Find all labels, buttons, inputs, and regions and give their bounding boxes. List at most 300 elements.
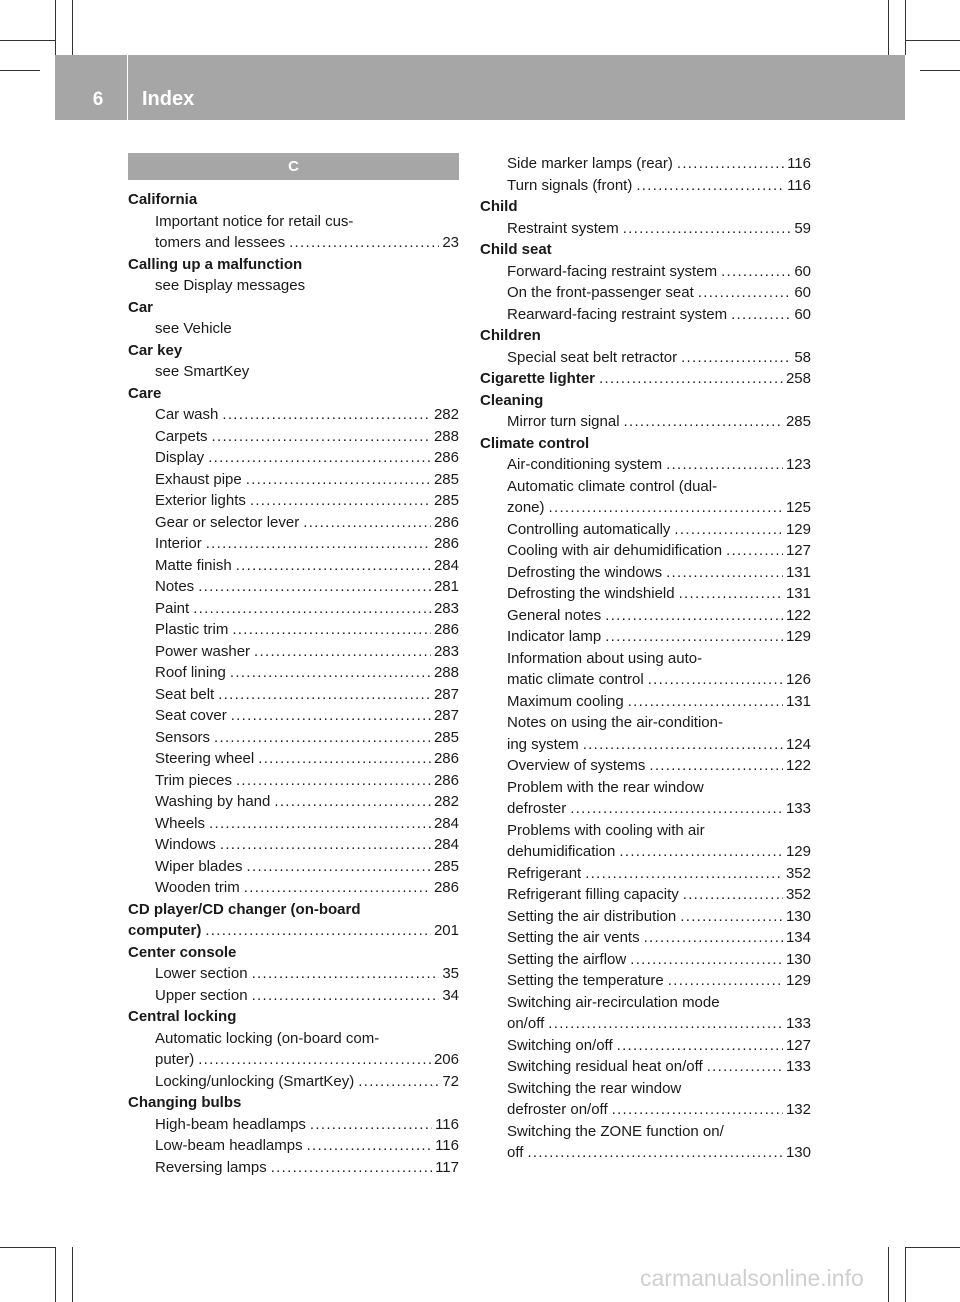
subentry-text: Exterior lights — [155, 492, 246, 509]
leader-dots — [698, 282, 792, 304]
leader-dots — [236, 770, 431, 792]
subentry-text: Forward-facing restraint system — [507, 262, 718, 280]
index-term: Car — [128, 298, 154, 316]
leader-dots — [205, 920, 431, 942]
page-ref[interactable]: 127 — [785, 1036, 811, 1054]
index-subentry[interactable] — [480, 562, 811, 584]
subentry-text: Carpets — [155, 427, 208, 445]
page-ref[interactable]: 283 — [433, 599, 459, 617]
index-subentry[interactable] — [480, 583, 811, 605]
page-ref[interactable]: 352 — [785, 864, 811, 882]
subentry-text: Rearward-facing restraint system — [507, 305, 728, 323]
subentry-text: Seat cover — [155, 707, 227, 724]
index-column-right — [480, 153, 811, 1164]
index-subentry[interactable] — [480, 153, 811, 175]
page-ref[interactable]: 129 — [785, 628, 811, 645]
index-subentry[interactable] — [128, 727, 459, 749]
page-ref[interactable]: 59 — [794, 219, 811, 237]
index-subentry[interactable] — [128, 662, 459, 684]
leader-dots — [307, 1135, 432, 1157]
index-term: Children — [480, 327, 541, 344]
leader-dots — [644, 927, 783, 949]
subentry-text: Notes — [155, 578, 195, 595]
crop-mark — [55, 0, 56, 55]
leader-dots — [674, 519, 783, 541]
page-ref[interactable]: 285 — [785, 413, 811, 430]
page-ref[interactable]: 287 — [433, 685, 459, 703]
leader-dots — [548, 1013, 783, 1035]
page-ref[interactable]: 286 — [433, 513, 459, 531]
index-subentry[interactable] — [128, 963, 459, 985]
leader-dots — [726, 540, 783, 562]
subentry-text: Matte finish — [155, 556, 232, 574]
page-ref[interactable]: 134 — [785, 929, 811, 946]
subentry-text: Automatic locking (on-board com- — [155, 1029, 380, 1047]
index-subentry[interactable] — [480, 1056, 811, 1078]
header-divider — [127, 55, 128, 120]
index-subentry[interactable] — [480, 949, 811, 971]
index-subentry[interactable] — [128, 1049, 459, 1071]
subentry-text: Wheels — [155, 814, 206, 832]
index-subentry[interactable] — [128, 619, 459, 641]
subentry-text: Seat belt — [155, 685, 215, 703]
index-subentry[interactable] — [480, 691, 811, 713]
leader-dots — [303, 512, 431, 534]
leader-dots — [274, 791, 431, 813]
index-column-left — [128, 153, 459, 1178]
subentry-text: Setting the airflow — [507, 950, 627, 968]
subentry-text: matic climate control — [507, 671, 644, 688]
crop-mark — [0, 70, 40, 71]
leader-dots — [636, 175, 784, 197]
crop-mark — [920, 70, 960, 71]
page-ref[interactable]: 58 — [794, 348, 811, 366]
crop-mark — [905, 0, 906, 55]
subentry-text: Trim pieces — [155, 771, 232, 789]
index-subentry[interactable] — [480, 798, 811, 820]
leader-dots — [222, 404, 431, 426]
index-subentry[interactable] — [128, 1071, 459, 1093]
page-ref[interactable]: 284 — [433, 814, 459, 832]
page-ref[interactable]: 201 — [433, 922, 459, 939]
leader-dots — [271, 1157, 432, 1179]
page-ref[interactable]: 287 — [433, 707, 459, 724]
leader-dots — [247, 856, 431, 878]
subentry-text: Notes on using the air-condition- — [507, 714, 723, 731]
page-ref[interactable]: 116 — [435, 1137, 459, 1154]
page-ref[interactable]: 281 — [433, 578, 459, 595]
index-subentry[interactable] — [480, 669, 811, 691]
subentry-text: Setting the air vents — [507, 929, 640, 946]
leader-dots — [630, 949, 783, 971]
page-ref[interactable]: 286 — [433, 535, 459, 552]
index-subentry[interactable] — [480, 841, 811, 863]
index-subentry[interactable] — [128, 426, 459, 448]
index-term: Child seat — [480, 241, 552, 258]
subentry-text: On the front-passenger seat — [507, 284, 694, 301]
page-ref[interactable]: 132 — [785, 1101, 811, 1118]
page-number: 6 — [92, 89, 104, 110]
subentry-text: Sensors — [155, 728, 211, 746]
leader-dots — [549, 497, 783, 519]
leader-dots — [570, 798, 783, 820]
subentry-text: on/off — [507, 1015, 545, 1032]
page-ref[interactable]: 131 — [785, 692, 811, 710]
subentry-text: tomers and lessees — [155, 234, 286, 251]
index-subentry[interactable] — [128, 512, 459, 534]
index-subentry[interactable] — [128, 533, 459, 555]
leader-dots — [214, 727, 431, 749]
index-subentry[interactable] — [480, 1013, 811, 1035]
page-ref[interactable]: 124 — [785, 735, 811, 753]
leader-dots — [668, 970, 783, 992]
index-term: Child — [480, 198, 518, 215]
index-term: Cigarette lighter — [480, 370, 596, 387]
page-ref[interactable]: 129 — [785, 520, 811, 538]
page-ref[interactable]: 282 — [433, 406, 459, 423]
page-ref[interactable]: 286 — [433, 879, 459, 896]
subentry-text: Car wash — [155, 406, 219, 423]
index-subentry[interactable] — [128, 641, 459, 663]
subentry-text: Side marker lamps (rear) — [507, 155, 673, 172]
page-ref[interactable]: 286 — [433, 771, 459, 789]
index-entry — [128, 189, 459, 254]
index-subentry[interactable] — [480, 304, 811, 326]
index-subentry[interactable] — [480, 347, 811, 369]
index-term: Climate control — [480, 434, 590, 452]
subentry-text: Maximum cooling — [507, 692, 624, 710]
index-entry — [128, 1006, 459, 1092]
index-subentry[interactable] — [480, 454, 811, 476]
subentry-text: Defrosting the windshield — [507, 585, 675, 602]
index-subentry[interactable] — [480, 970, 811, 992]
crop-mark — [905, 1247, 960, 1248]
crop-mark — [0, 1247, 55, 1248]
index-subentry[interactable] — [128, 1135, 459, 1157]
index-subentry[interactable] — [480, 906, 811, 928]
leader-dots — [585, 863, 783, 885]
page-ref[interactable]: 206 — [433, 1051, 459, 1068]
index-subentry[interactable] — [480, 1035, 811, 1057]
page-ref[interactable]: 123 — [785, 456, 811, 473]
subentry-text: Information about using auto- — [507, 649, 703, 667]
index-entry — [480, 390, 811, 433]
leader-dots — [605, 626, 783, 648]
index-term: Center console — [128, 943, 237, 961]
index-term: Car key — [128, 341, 183, 359]
leader-dots — [252, 985, 440, 1007]
subentry-text: Defrosting the windows — [507, 563, 663, 581]
crop-mark — [0, 40, 55, 41]
leader-dots — [683, 884, 783, 906]
subentry-text: defroster on/off — [507, 1101, 608, 1118]
leader-dots — [624, 411, 783, 433]
index-term: Cleaning — [480, 391, 544, 409]
index-subentry[interactable] — [480, 1099, 811, 1121]
leader-dots — [212, 426, 431, 448]
subentry-text: Mirror turn signal — [507, 413, 620, 430]
crop-mark — [888, 1247, 889, 1302]
page-ref[interactable]: 288 — [433, 664, 459, 681]
index-subentry[interactable] — [480, 884, 811, 906]
page-ref[interactable]: 129 — [785, 843, 811, 860]
page-ref[interactable]: 125 — [785, 499, 811, 516]
subentry-text: Switching the rear window — [507, 1079, 682, 1097]
leader-dots — [605, 605, 783, 627]
subentry-text: High-beam headlamps — [155, 1115, 306, 1133]
subentry-text: Turn signals (front) — [507, 176, 633, 194]
leader-dots — [246, 469, 431, 491]
leader-dots — [230, 662, 431, 684]
index-subentry[interactable] — [480, 175, 811, 197]
index-subentry[interactable] — [128, 748, 459, 770]
subentry-text: zone) — [507, 499, 545, 516]
index-subentry[interactable] — [128, 985, 459, 1007]
leader-dots — [649, 755, 783, 777]
index-entry — [480, 196, 811, 239]
index-subentry[interactable] — [128, 447, 459, 469]
page-ref[interactable]: 286 — [433, 621, 459, 638]
subentry-text: Interior — [155, 535, 202, 552]
index-term: Changing bulbs — [128, 1094, 242, 1111]
subentry-text: dehumidification — [507, 843, 616, 860]
leader-dots — [231, 705, 431, 727]
page-ref[interactable]: 60 — [794, 305, 811, 323]
page-ref[interactable]: 133 — [785, 1015, 811, 1032]
index-subentry[interactable] — [128, 232, 459, 254]
leader-dots — [666, 454, 783, 476]
index-subentry[interactable] — [128, 469, 459, 491]
index-subentry[interactable] — [128, 555, 459, 577]
leader-dots — [254, 641, 431, 663]
subentry-text: Refrigerant filling capacity — [507, 886, 679, 903]
index-subentry[interactable] — [128, 576, 459, 598]
index-subentry[interactable] — [128, 705, 459, 727]
leader-dots — [358, 1071, 439, 1093]
leader-dots — [198, 576, 431, 598]
crop-mark — [905, 1247, 906, 1302]
subentry-text: Problems with cooling with air — [507, 821, 705, 839]
leader-dots — [623, 218, 792, 240]
subentry-text: Upper section — [155, 986, 248, 1004]
page-ref[interactable]: 285 — [433, 470, 459, 488]
leader-dots — [679, 583, 783, 605]
page-ref[interactable]: 285 — [433, 857, 459, 875]
subentry-text: Roof lining — [155, 664, 226, 681]
leader-dots — [612, 1099, 783, 1121]
subentry-text: see Display messages — [155, 277, 306, 294]
leader-dots — [680, 906, 783, 928]
page-ref[interactable]: 130 — [785, 950, 811, 968]
page-ref[interactable]: 282 — [433, 793, 459, 810]
leader-dots — [206, 533, 431, 555]
index-subentry[interactable] — [128, 684, 459, 706]
page-ref[interactable]: 117 — [435, 1158, 459, 1176]
page-ref[interactable]: 34 — [442, 986, 459, 1004]
page-ref[interactable]: 131 — [785, 563, 811, 581]
index-subentry[interactable] — [480, 218, 811, 240]
crop-mark — [72, 0, 73, 55]
page-ref[interactable]: 60 — [794, 262, 811, 280]
leader-dots — [599, 368, 783, 390]
subentry-text: Reversing lamps — [155, 1158, 267, 1176]
subentry-text: Power washer — [155, 642, 251, 660]
subentry-text: Switching the ZONE function on/ — [507, 1122, 724, 1140]
page-ref[interactable]: 286 — [433, 750, 459, 767]
index-entry — [128, 383, 459, 899]
index-term-row[interactable] — [128, 920, 459, 942]
leader-dots — [289, 232, 439, 254]
index-subentry[interactable] — [128, 791, 459, 813]
index-term: Central locking — [128, 1008, 237, 1025]
index-subentry[interactable] — [128, 404, 459, 426]
index-subentry[interactable] — [480, 734, 811, 756]
index-subentry[interactable] — [128, 834, 459, 856]
page-ref[interactable]: 116 — [787, 176, 811, 194]
page-ref[interactable]: 23 — [442, 234, 459, 251]
page-ref[interactable]: 126 — [785, 671, 811, 688]
page-ref[interactable]: 131 — [785, 585, 811, 602]
subentry-text: Setting the air distribution — [507, 907, 677, 925]
leader-dots — [648, 669, 783, 691]
page-ref[interactable]: 285 — [433, 492, 459, 509]
leader-dots — [721, 261, 791, 283]
page-ref[interactable]: 122 — [785, 606, 811, 624]
leader-dots — [232, 619, 431, 641]
index-term: Care — [128, 384, 162, 402]
subentry-text: Indicator lamp — [507, 628, 602, 645]
index-entry — [128, 297, 459, 340]
page-ref[interactable]: 130 — [785, 1144, 811, 1161]
page-ref[interactable]: 127 — [785, 542, 811, 559]
leader-dots — [198, 1049, 431, 1071]
crop-mark — [905, 40, 960, 41]
crop-mark — [72, 1247, 73, 1302]
page-ref[interactable]: 60 — [794, 284, 811, 301]
subentry-text: Windows — [155, 836, 216, 853]
leader-dots — [527, 1142, 783, 1164]
index-term: Calling up a malfunction — [128, 255, 303, 273]
leader-dots — [220, 834, 431, 856]
subentry-text: Switching residual heat on/off — [507, 1058, 703, 1075]
index-subentry[interactable] — [128, 813, 459, 835]
index-subentry[interactable] — [128, 856, 459, 878]
leader-dots — [681, 347, 791, 369]
page-ref[interactable]: 116 — [787, 155, 811, 172]
page-ref[interactable]: 133 — [785, 800, 811, 817]
index-term-continued: computer) — [128, 922, 202, 939]
index-subentry[interactable] — [480, 863, 811, 885]
subentry-text: Washing by hand — [155, 793, 271, 810]
leader-dots — [218, 684, 431, 706]
index-subentry[interactable] — [128, 490, 459, 512]
subentry-text: off — [507, 1144, 524, 1161]
index-subentry[interactable] — [128, 1157, 459, 1179]
subentry-text: Paint — [155, 599, 190, 617]
leader-dots — [209, 813, 431, 835]
subentry-text: Steering wheel — [155, 750, 255, 767]
subentry-text: Locking/unlocking (SmartKey) — [155, 1072, 355, 1090]
subentry-text: Cooling with air dehumidification — [507, 542, 723, 559]
subentry-text: Switching air-recirculation mode — [507, 993, 720, 1011]
index-subentry[interactable] — [128, 877, 459, 899]
index-term-row[interactable] — [480, 368, 811, 390]
page-ref[interactable]: 288 — [433, 427, 459, 445]
index-entry — [480, 153, 811, 196]
index-subentry[interactable] — [480, 519, 811, 541]
page-title: Index — [142, 88, 195, 110]
page-ref[interactable]: 283 — [433, 642, 459, 660]
index-subentry[interactable] — [128, 598, 459, 620]
subentry-text: puter) — [155, 1051, 195, 1068]
index-entry — [128, 899, 459, 942]
subentry-text: Setting the temperature — [507, 972, 664, 989]
index-subentry[interactable] — [480, 497, 811, 519]
leader-dots — [731, 304, 791, 326]
page-ref[interactable]: 352 — [785, 886, 811, 903]
page-ref[interactable]: 130 — [785, 907, 811, 925]
page-ref[interactable]: 284 — [433, 556, 459, 574]
subentry-text: ing system — [507, 735, 579, 753]
watermark: carmanualsonline.info — [640, 1265, 864, 1291]
page-ref[interactable]: 122 — [785, 757, 811, 774]
index-subentry[interactable] — [480, 261, 811, 283]
page-ref[interactable]: 35 — [442, 965, 459, 982]
subentry-text: Restraint system — [507, 219, 619, 237]
index-entry — [480, 433, 811, 1164]
index-subentry[interactable] — [480, 1142, 811, 1164]
leader-dots — [252, 963, 440, 985]
index-subentry[interactable] — [128, 770, 459, 792]
index-entry — [128, 340, 459, 383]
subentry-text: General notes — [507, 606, 602, 624]
subentry-text: Special seat belt retractor — [507, 348, 678, 366]
subentry-text: Gear or selector lever — [155, 513, 300, 531]
index-entry — [128, 942, 459, 1007]
subentry-text: Wooden trim — [155, 879, 240, 896]
leader-dots — [617, 1035, 783, 1057]
page-ref[interactable]: 285 — [433, 728, 459, 746]
leader-dots — [628, 691, 783, 713]
page-ref[interactable]: 116 — [435, 1115, 459, 1133]
page-ref[interactable]: 129 — [785, 972, 811, 989]
crop-mark — [888, 0, 889, 55]
index-entry — [128, 254, 459, 297]
subentry-text: Controlling automatically — [507, 520, 671, 538]
index-subentry[interactable] — [480, 540, 811, 562]
index-subentry[interactable] — [480, 927, 811, 949]
index-entry — [480, 368, 811, 390]
index-subentry[interactable] — [128, 1114, 459, 1136]
index-subentry[interactable] — [480, 605, 811, 627]
page-ref[interactable]: 258 — [785, 370, 811, 387]
section-letter: C — [128, 153, 459, 180]
subentry-text: see SmartKey — [155, 363, 250, 380]
index-subentry[interactable] — [480, 411, 811, 433]
index-subentry[interactable] — [480, 282, 811, 304]
leader-dots — [310, 1114, 432, 1136]
page-ref[interactable]: 133 — [785, 1058, 811, 1075]
index-subentry[interactable] — [480, 626, 811, 648]
page-ref[interactable]: 284 — [433, 836, 459, 853]
index-subentry[interactable] — [480, 755, 811, 777]
page-ref[interactable]: 286 — [433, 449, 459, 466]
subentry-text: Switching on/off — [507, 1036, 613, 1054]
subentry-text: Overview of systems — [507, 757, 646, 774]
leader-dots — [250, 490, 431, 512]
page-ref[interactable]: 72 — [442, 1072, 459, 1090]
crop-mark — [55, 1247, 56, 1302]
